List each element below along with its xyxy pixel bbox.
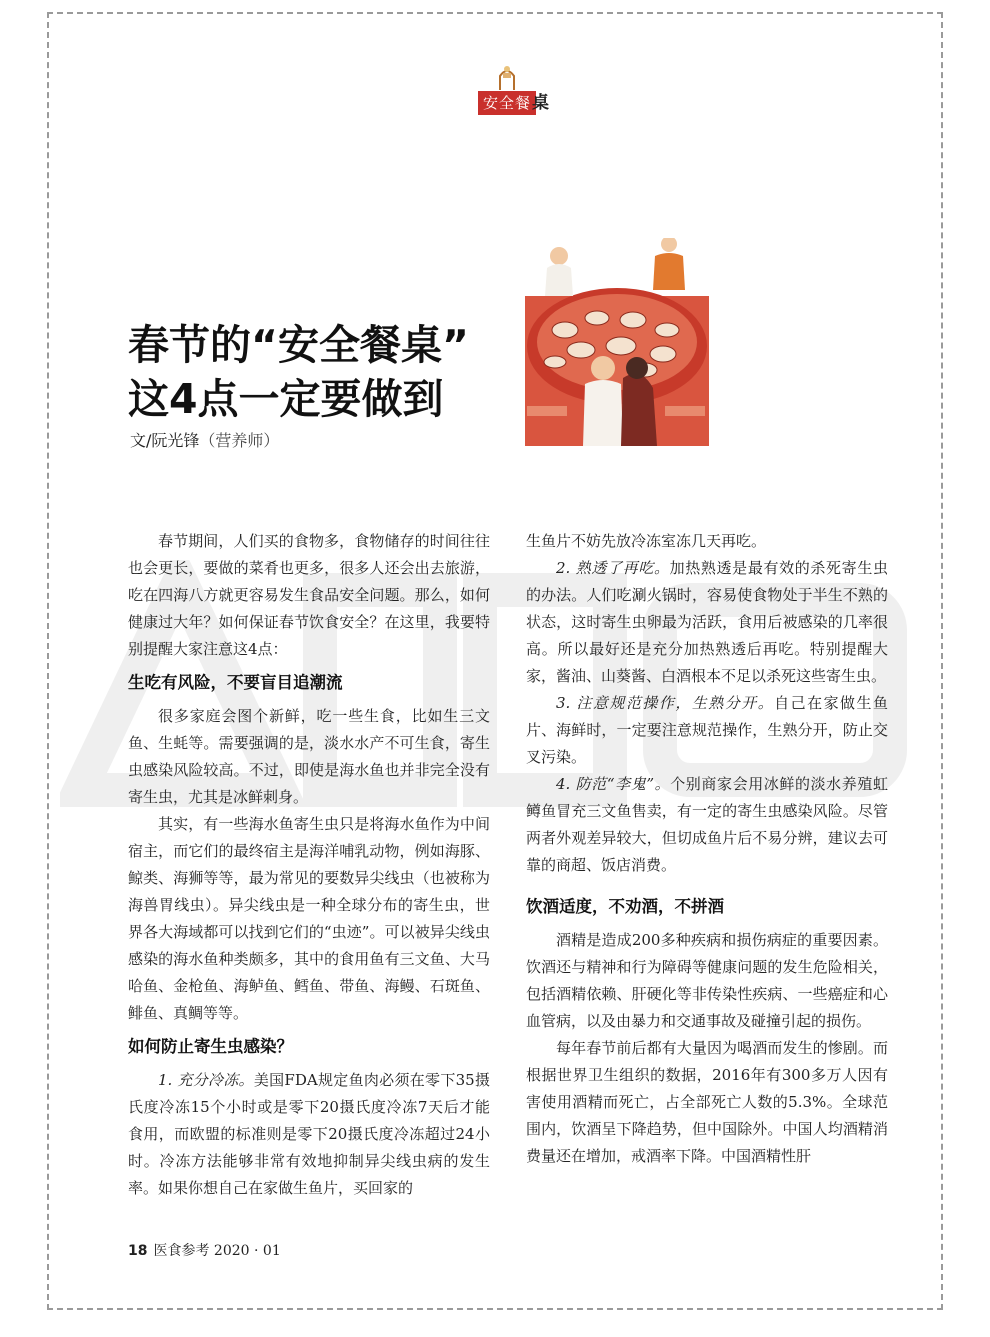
section-heading: 饮酒适度，不劝酒，不拼酒 [526,897,724,916]
item-body: 美国FDA规定鱼肉必须在零下35摄氏度冷冻15个小时或是零下20摄氏度冷冻7天后才能食用，而欧盟的标准则是零下20摄氏度冷冻超过24小时。冷冻方法能够非常有效地抑制异尖线虫病的发生率。如果你想自己在家做生鱼片，买回家的 [128,1071,490,1197]
body-paragraph [128,1067,490,1202]
byline [130,428,279,451]
item-lead: 2. 熟透了再吃。 [556,559,670,577]
body-paragraph: 每年春节前后都有大量因为喝酒而发生的惨剧。而根据世界卫生组织的数据，2016年有300多万人因有害使用酒精而死亡，占全部死亡人数的5.3%。全球范围内，饮酒呈下降趋势，但中国除外。中国人均酒精消费量还在增加，戒酒率下降。中国酒精性肝 [526,1039,888,1165]
logo-char: 安 [482,94,499,112]
title-line-1: 春节的“安全餐桌” [128,321,469,369]
column-logo [478,64,554,120]
page-number: 18 [128,1243,148,1259]
left-column [128,528,490,1202]
body-paragraph: 其实，有一些海水鱼寄生虫只是将海水鱼作为中间宿主，而它们的最终宿主是海洋哺乳动物，例如海豚、鲸类、海狮等等，最为常见的要数异尖线虫（也被称为海兽胃线虫）。异尖线虫是一种全球分布的寄生虫，世界各大海域都可以找到它们的“虫迹”。可以被异尖线虫感染的海水鱼种类颇多，其中的食用鱼有三文鱼、大马哈鱼、金枪鱼、海鲈鱼、鳕鱼、带鱼、海鳗、石斑鱼、鲱鱼、真鲷等等。 [128,815,490,1022]
logo-char: 全 [498,94,515,112]
continued-paragraph: 生鱼片不妨先放冷冻室冻几天再吃。 [526,532,767,550]
title-line-2: 这4点一定要做到 [128,375,444,423]
table-sign-icon [496,64,518,91]
body-paragraph [526,771,888,879]
byline-author: 文/阮光锋 [130,431,200,450]
body-paragraph: 酒精是造成200多种疾病和损伤病症的重要因素。饮酒还与精神和行为障碍等健康问题的发生危险相关，包括酒精依赖、肝硬化等非传染性疾病、一些癌症和心血管病，以及由暴力和交通事故及碰撞引起的损伤。 [526,931,888,1030]
page-footer [128,1240,281,1260]
byline-role: （营养师） [199,431,280,450]
right-column [526,528,888,1170]
item-body: 加热熟透是最有效的杀死寄生虫的办法。人们吃涮火锅时，容易使食物处于半生不熟的状态，这时寄生虫卵最为活跃，食用后被感染的几率很高。所以最好还是充分加热熟透后再吃。特别提醒大家，酱油、山葵酱、白酒根本不足以杀死这些寄生虫。 [526,559,888,685]
item-body: 个别商家会用冰鲜的淡水养殖虹鳟鱼冒充三文鱼售卖，有一定的寄生虫感染风险。尽管两者外观差异较大，但切成鱼片后不易分辨，建议去可靠的商超、饭店消费。 [526,775,888,874]
section-heading: 生吃有风险，不要盲目追潮流 [128,673,343,692]
body-paragraph [526,555,888,690]
item-body: 自己在家做生鱼片、海鲜时，一定要注意规范操作，生熟分开，防止交叉污染。 [526,694,888,766]
item-lead: 3. 注意规范操作，生熟分开。 [556,694,775,712]
intro-paragraph: 春节期间，人们买的食物多，食物储存的时间往往也会更长，要做的菜肴也更多，很多人还会出去旅游，吃在四海八方就更容易发生食品安全问题。那么，如何健康过大年？如何保证春节饮食安全？在这里，我要特别提醒大家注意这4点： [128,532,490,658]
item-lead: 1. 充分冷冻。 [158,1071,254,1089]
publication-name: 医食参考 2020 · 01 [153,1243,281,1259]
logo-label [478,91,536,115]
logo-extra-char: 桌 [532,93,549,113]
body-paragraph [526,690,888,771]
article-title [128,318,469,426]
family-dinner-illustration [525,238,709,446]
item-lead: 4. 防范“李鬼”。 [556,775,671,793]
logo-char: 餐 [515,94,532,112]
section-heading: 如何防止寄生虫感染？ [128,1037,293,1056]
body-paragraph: 很多家庭会图个新鲜，吃一些生食，比如生三文鱼、生蚝等。需要强调的是，淡水水产不可生食，寄生虫感染风险较高。不过，即使是海水鱼也并非完全没有寄生虫，尤其是冰鲜刺身。 [128,707,490,806]
